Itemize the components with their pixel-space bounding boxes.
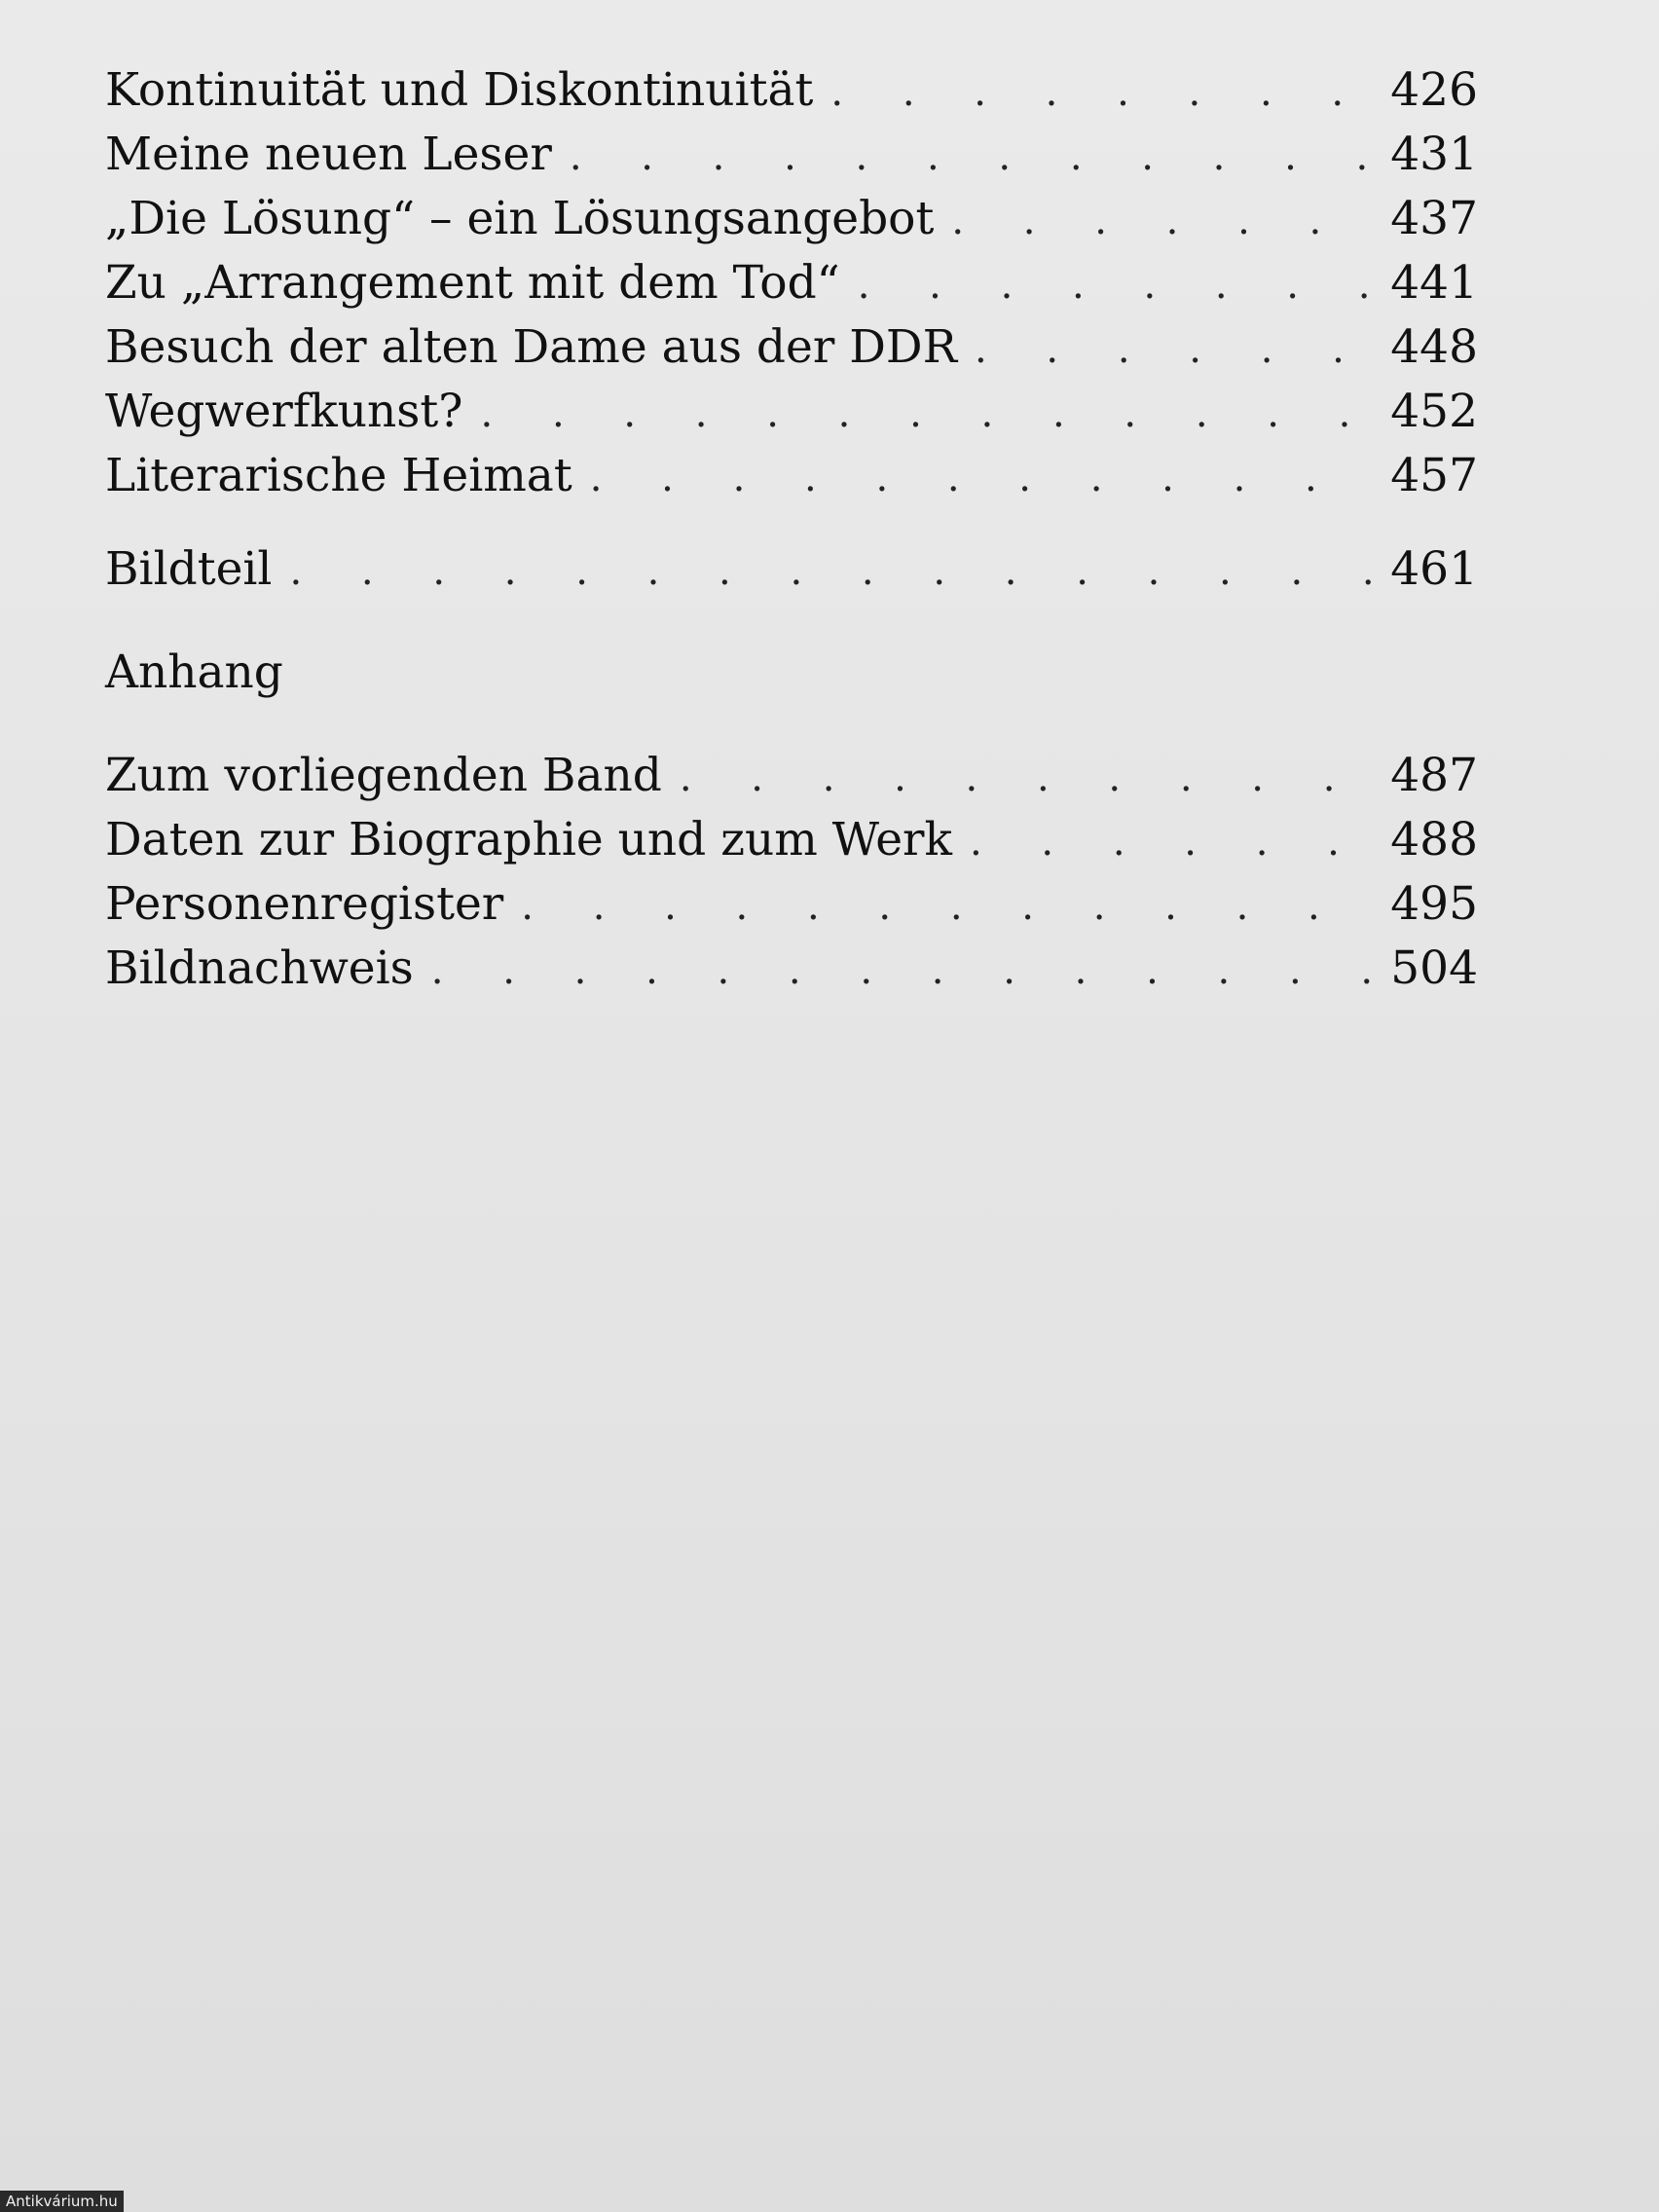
spacer (105, 705, 1478, 744)
toc-entry-page: 448 (1390, 320, 1478, 374)
toc-entry-title: Besuch der alten Dame aus der DDR (105, 320, 957, 374)
toc-entry (105, 315, 1478, 380)
toc-entry (105, 187, 1478, 251)
toc-entry (105, 251, 1478, 315)
toc-leader-dots (975, 317, 1373, 382)
toc-entry-title: Daten zur Biographie und zum Werk (105, 813, 952, 866)
toc-entry (105, 808, 1478, 872)
toc-entry-page: 437 (1390, 192, 1478, 245)
toc-entry-page: 461 (1390, 542, 1478, 596)
watermark-label: Antikvárium.hu (0, 2191, 124, 2212)
toc-entry-title: Literarische Heimat (105, 449, 572, 502)
toc-entry-page: 452 (1390, 385, 1478, 438)
toc-entry-page: 441 (1390, 256, 1478, 310)
toc-entry-page: 488 (1390, 813, 1478, 866)
toc-entry-title: Meine neuen Leser (105, 128, 552, 181)
toc-entry (105, 444, 1478, 508)
toc-entry-title: Kontinuität und Diskontinuität (105, 63, 814, 117)
toc-leader-dots (590, 446, 1373, 510)
toc-entry-title: „Die Lösung“ – ein Lösungsangebot (105, 192, 935, 245)
toc-leader-dots (521, 874, 1373, 939)
toc-leader-dots (951, 189, 1373, 253)
toc-entry-page: 431 (1390, 128, 1478, 181)
toc-entry-title: Bildnachweis (105, 941, 414, 995)
toc-leader-dots (570, 125, 1373, 189)
section-heading-anhang: Anhang (105, 645, 283, 699)
toc-leader-dots (289, 539, 1373, 604)
toc-entry (105, 380, 1478, 444)
table-of-contents (105, 58, 1478, 1001)
toc-entry (105, 58, 1478, 123)
toc-entry-page: 457 (1390, 449, 1478, 502)
toc-leader-dots (970, 810, 1373, 874)
toc-entry (105, 123, 1478, 187)
toc-entry (105, 744, 1478, 808)
toc-leader-dots (680, 746, 1373, 810)
toc-entry-page: 487 (1390, 749, 1478, 802)
toc-leader-dots (830, 60, 1373, 125)
toc-leader-dots (481, 382, 1373, 446)
toc-entry-page: 426 (1390, 63, 1478, 117)
toc-leader-dots (858, 253, 1373, 317)
toc-entry (105, 937, 1478, 1001)
spacer (105, 508, 1478, 537)
toc-entry-title: Wegwerfkunst? (105, 385, 463, 438)
toc-entry (105, 872, 1478, 937)
toc-leader-dots (431, 939, 1373, 1003)
toc-entry-bildteil (105, 537, 1478, 602)
toc-entry-page: 504 (1390, 941, 1478, 995)
toc-entry-title: Bildteil (105, 542, 273, 596)
toc-entry-title: Zum vorliegenden Band (105, 749, 662, 802)
toc-entry-title: Zu „Arrangement mit dem Tod“ (105, 256, 840, 310)
toc-entry-title: Personenregister (105, 877, 504, 931)
spacer (105, 602, 1478, 641)
toc-entry-page: 495 (1390, 877, 1478, 931)
